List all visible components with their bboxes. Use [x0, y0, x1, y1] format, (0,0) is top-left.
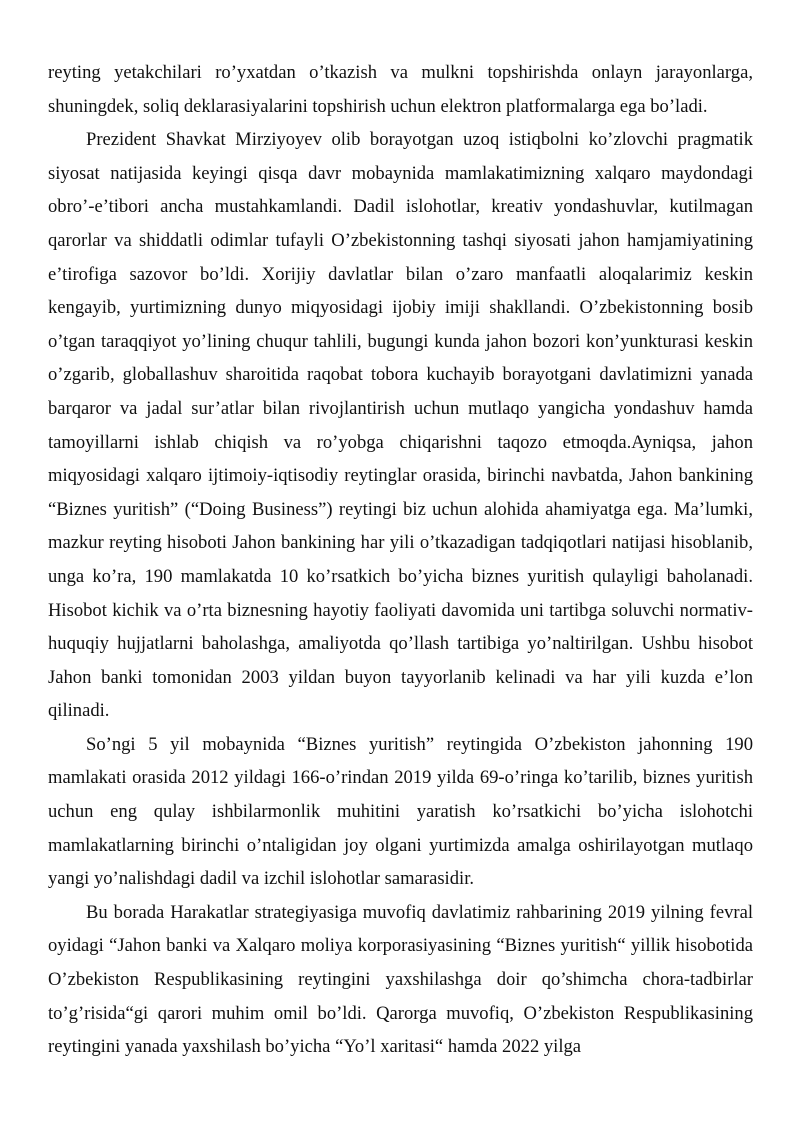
paragraph-foreign-policy: Prezident Shavkat Mirziyoyev olib borayotgan uzoq istiqbolni ko’zlovchi pragmatik siyosat natijasida keyingi qisqa davr mobaynida mamlakatimizning xalqaro maydondagi obro’-e’tibori ancha mustahkamlandi. Dadil islohotlar, kreativ yondashuvlar, kutilmagan qarorlar va shiddatli odimlar tufayli O’zbekistonning tashqi siyosati jahon hamjamiyatining e’tirofiga sazovor bo’ldi. Xorijiy davlatlar bilan o’zaro manfaatli aloqalarimiz keskin kengayib, yurtimizning dunyo miqyosidagi ijobiy imiji shakllandi. O’zbekistonning bosib o’tgan taraqqiyot yo’lining chuqur tahlili, bugungi kunda jahon bozori kon’yunkturasi keskin o’zgarib, globallashuv sharoitida raqobat tobora kuchayib borayotgani davlatimizni yanada barqaror va jadal sur’atlar bilan rivojlantirish uchun mutlaqo yangicha yondashuv hamda tamoyillarni ishlab chiqish va ro’yobga chiqarishni taqozo etmoqda.Ayniqsa, jahon miqyosidagi xalqaro ijtimoiy-iqtisodiy reytinglar orasida, birinchi navbatda, Jahon bankining “Biznes yuritish” (“Doing Business”) reytingi biz uchun alohida ahamiyatga ega. Ma’lumki, mazkur reyting hisoboti Jahon bankining har yili o’tkazadigan tadqiqotlari natijasi hisoblanib, unga ko’ra, 190 mamlakatda 10 ko’rsatkich bo’yicha biznes yuritish qulayligi baholanadi. Hisobot kichik va o’rta biznesning hayotiy faoliyati davomida uni tartibga soluvchi normativ-huquqiy hujjatlarni baholashga, amaliyotda qo’llash tartibiga yo’naltirilgan. Ushbu hisobot Jahon banki tomonidan 2003 yildan buyon tayyorlanib kelinadi va har yili kuzda e’lon qilinadi. [48, 129, 753, 722]
paragraph-ranking-progress: So’ngi 5 yil mobaynida “Biznes yuritish” reytingida O’zbekiston jahonning 190 mamlakati orasida 2012 yildagi 166-o’rindan 2019 yilda 69-o’ringa ko’tarilib, biznes yuritish uchun eng qulay ishbilarmonlik muhitini yaratish ko’rsatkichi bo’yicha islohotchi mamlakatlarning birinchi o’ntaligidan joy olgani yurtimizda amalga oshirilayotgan mutlaqo yangi yo’nalishdagi dadil va izchil islohotlar samarasidir. [48, 733, 753, 890]
paragraph-strategy-decree: Bu borada Harakatlar strategiyasiga muvofiq davlatimiz rahbarining 2019 yilning fevral oyidagi “Jahon banki va Xalqaro moliya korporasiyasining “Biznes yuritish“ yillik hisobotida O’zbekiston Respublikasining reytingini yaxshilashga doir qo’shimcha chora-tadbirlar to’g’risida“gi qarori muhim omil bo’ldi. Qarorga muvofiq, O’zbekiston Respublikasining reytingini yanada yaxshilash bo’yicha “Yo’l xaritasi“ hamda 2022 yilga [48, 901, 753, 1058]
document-page [48, 56, 753, 1064]
paragraph-continuation: reyting yetakchilari ro’yxatdan o’tkazish va mulkni topshirishda onlayn jarayonlarga, shuningdek, soliq deklarasiyalarini topshirish uchun elektron platformalarga ega bo’ladi. [48, 62, 753, 117]
